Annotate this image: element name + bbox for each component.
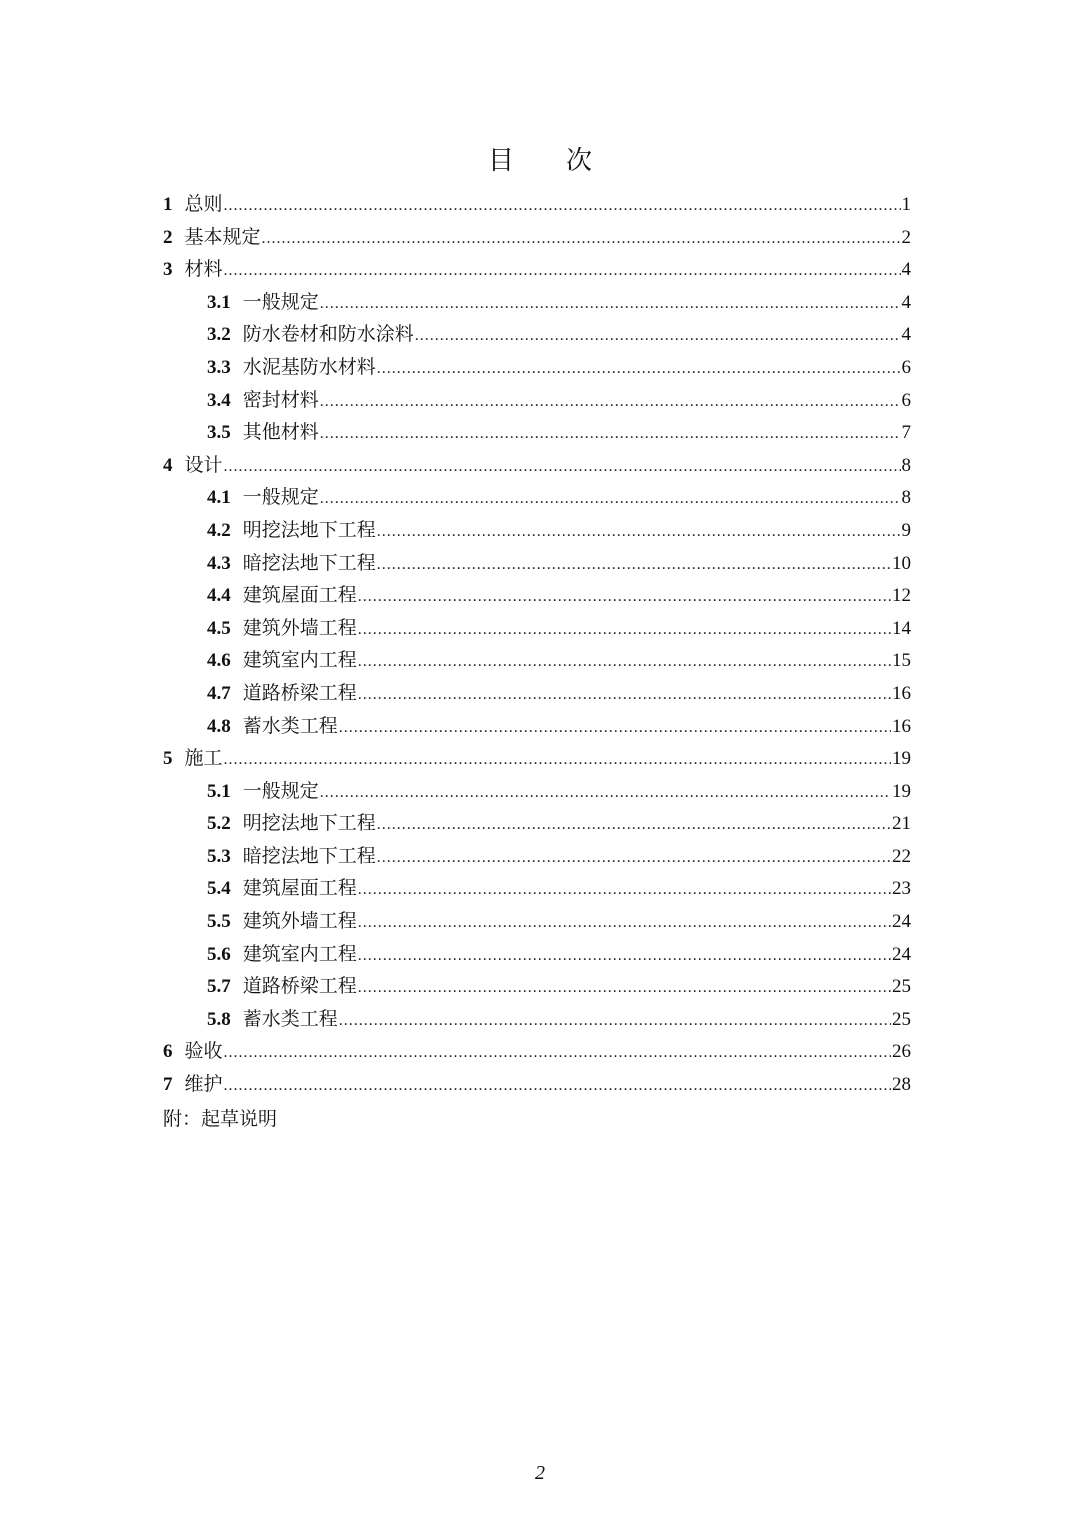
toc-entry — [163, 1068, 911, 1101]
toc-leader-dots — [320, 777, 891, 810]
toc-entry-number: 5.2 — [207, 813, 231, 835]
toc-entry-title: 暗挖法地下工程 — [242, 551, 376, 574]
toc-entry-title: 一般规定 — [242, 779, 319, 802]
toc-entry-number: 3.4 — [207, 389, 231, 411]
toc-entry-page: 6 — [901, 356, 911, 378]
toc-entry-number: 4.4 — [207, 585, 231, 607]
toc-entry-title: 道路桥梁工程 — [242, 975, 357, 998]
toc-leader-dots — [320, 483, 901, 516]
toc-entry-number: 2 — [163, 226, 173, 248]
toc-entry-number: 5.8 — [207, 1008, 231, 1030]
toc-leader-dots — [224, 451, 901, 484]
toc-entry-number: 3.3 — [207, 356, 231, 378]
toc-entry-number: 4.5 — [207, 617, 231, 639]
toc-entry-title: 密封材料 — [242, 388, 319, 411]
toc-entry-page: 2 — [901, 226, 911, 248]
toc-entry — [163, 1003, 911, 1036]
page-number: 2 — [535, 1462, 545, 1484]
toc-entry — [163, 644, 911, 677]
toc-leader-dots — [377, 549, 891, 582]
toc-entry-title: 总则 — [184, 193, 223, 215]
toc-entry-number: 3.1 — [207, 291, 231, 313]
toc-entry-number: 3.5 — [207, 422, 231, 444]
toc-entry — [163, 840, 911, 873]
toc-entry-number: 5.4 — [207, 878, 231, 900]
toc-entry-page: 8 — [901, 487, 911, 509]
toc-leader-dots — [224, 1037, 891, 1070]
toc-entry-title: 基本规定 — [184, 225, 261, 248]
toc-entry-number: 3.2 — [207, 324, 231, 346]
table-of-contents — [163, 188, 911, 1101]
toc-entry — [163, 742, 911, 775]
toc-entry-page: 19 — [892, 748, 911, 770]
toc-entry-number: 4.2 — [207, 519, 231, 541]
toc-leader-dots — [224, 190, 901, 223]
toc-entry-title: 蓄水类工程 — [242, 714, 338, 737]
toc-entry-number: 3 — [163, 259, 173, 281]
toc-leader-dots — [358, 581, 891, 614]
toc-entry-page: 12 — [892, 585, 911, 607]
toc-leader-dots — [320, 418, 901, 451]
toc-entry-title: 维护 — [184, 1073, 223, 1096]
toc-leader-dots — [377, 353, 901, 386]
toc-entry — [163, 318, 911, 351]
toc-entry-title: 明挖法地下工程 — [242, 518, 376, 541]
appendix-note: 附：起草说明 — [163, 1108, 278, 1130]
toc-leader-dots — [377, 516, 901, 549]
toc-entry-title: 一般规定 — [242, 486, 319, 509]
toc-leader-dots — [320, 288, 901, 321]
toc-entry-page: 28 — [892, 1074, 911, 1096]
toc-entry — [163, 612, 911, 645]
toc-leader-dots — [224, 255, 901, 288]
toc-leader-dots — [377, 809, 891, 842]
toc-entry-title: 施工 — [184, 747, 223, 770]
toc-leader-dots — [339, 1005, 891, 1038]
toc-entry-page: 19 — [892, 780, 911, 802]
toc-entry-page: 14 — [892, 617, 911, 639]
toc-entry-number: 4 — [163, 454, 173, 476]
toc-leader-dots — [358, 874, 891, 907]
toc-entry — [163, 514, 911, 547]
toc-entry — [163, 547, 911, 580]
toc-entry — [163, 1035, 911, 1068]
toc-entry-title: 设计 — [184, 453, 223, 476]
toc-entry — [163, 677, 911, 710]
toc-entry-number: 5.6 — [207, 943, 231, 965]
title-char-1: 目 — [487, 146, 514, 176]
toc-entry-title: 道路桥梁工程 — [242, 681, 357, 704]
toc-entry-page: 15 — [892, 650, 911, 672]
toc-leader-dots — [358, 646, 891, 679]
toc-entry-number: 1 — [163, 194, 173, 215]
toc-entry — [163, 710, 911, 743]
toc-entry-title: 建筑外墙工程 — [242, 616, 357, 639]
toc-entry-page: 24 — [892, 911, 911, 933]
title-char-2: 次 — [566, 146, 593, 176]
toc-entry-number: 5.7 — [207, 976, 231, 998]
toc-entry-page: 7 — [901, 422, 911, 444]
toc-entry — [163, 384, 911, 417]
toc-leader-dots — [377, 842, 891, 875]
toc-entry — [163, 416, 911, 449]
toc-entry-number: 5 — [163, 748, 173, 770]
toc-entry-title: 验收 — [184, 1040, 223, 1063]
toc-leader-dots — [358, 907, 891, 940]
toc-entry-page: 4 — [901, 324, 911, 346]
toc-entry-title: 材料 — [184, 258, 223, 281]
toc-entry-title: 建筑屋面工程 — [242, 584, 357, 607]
toc-entry-page: 22 — [892, 845, 911, 867]
toc-entry — [163, 905, 911, 938]
toc-leader-dots — [320, 386, 901, 419]
toc-entry-page: 1 — [901, 194, 911, 215]
toc-entry — [163, 807, 911, 840]
toc-entry-number: 4.3 — [207, 552, 231, 574]
toc-entry — [163, 253, 911, 286]
toc-entry-page: 16 — [892, 715, 911, 737]
toc-entry — [163, 221, 911, 254]
toc-entry — [163, 286, 911, 319]
toc-entry-page: 26 — [892, 1041, 911, 1063]
toc-entry-page: 25 — [892, 1008, 911, 1030]
toc-entry-number: 4.1 — [207, 487, 231, 509]
toc-entry — [163, 351, 911, 384]
toc-leader-dots — [358, 972, 891, 1005]
toc-entry-title: 明挖法地下工程 — [242, 812, 376, 835]
toc-entry-number: 4.6 — [207, 650, 231, 672]
toc-entry-page: 4 — [901, 291, 911, 313]
toc-entry-number: 5.3 — [207, 845, 231, 867]
toc-leader-dots — [262, 223, 901, 256]
toc-entry-number: 5.5 — [207, 911, 231, 933]
toc-leader-dots — [339, 712, 891, 745]
toc-entry-page: 10 — [892, 552, 911, 574]
toc-entry-number: 6 — [163, 1041, 173, 1063]
toc-entry-title: 一般规定 — [242, 290, 319, 313]
toc-entry-page: 9 — [901, 519, 911, 541]
toc-entry-title: 建筑外墙工程 — [242, 910, 357, 933]
toc-entry-title: 蓄水类工程 — [242, 1007, 338, 1030]
toc-entry — [163, 775, 911, 808]
toc-entry-page: 23 — [892, 878, 911, 900]
toc-entry-page: 8 — [901, 454, 911, 476]
toc-entry-page: 25 — [892, 976, 911, 998]
toc-entry-title: 建筑室内工程 — [242, 649, 357, 672]
toc-leader-dots — [358, 679, 891, 712]
toc-entry — [163, 872, 911, 905]
toc-entry — [163, 938, 911, 971]
toc-leader-dots — [415, 320, 901, 353]
toc-leader-dots — [358, 614, 891, 647]
toc-entry-page: 16 — [892, 682, 911, 704]
toc-entry-number: 4.7 — [207, 682, 231, 704]
toc-entry-title: 其他材料 — [242, 421, 319, 444]
toc-entry — [163, 188, 911, 221]
toc-entry-page: 6 — [901, 389, 911, 411]
page-title — [0, 140, 1080, 177]
toc-entry-page: 24 — [892, 943, 911, 965]
toc-leader-dots — [358, 940, 891, 973]
toc-entry — [163, 579, 911, 612]
toc-leader-dots — [224, 744, 891, 777]
toc-entry-number: 7 — [163, 1074, 173, 1096]
toc-entry — [163, 481, 911, 514]
toc-entry — [163, 449, 911, 482]
toc-entry-title: 建筑屋面工程 — [242, 877, 357, 900]
toc-entry-title: 建筑室内工程 — [242, 942, 357, 965]
toc-entry-number: 5.1 — [207, 780, 231, 802]
toc-entry-number: 4.8 — [207, 715, 231, 737]
toc-entry-title: 暗挖法地下工程 — [242, 844, 376, 867]
toc-entry — [163, 970, 911, 1003]
toc-leader-dots — [224, 1070, 891, 1103]
toc-entry-page: 4 — [901, 259, 911, 281]
toc-entry-title: 防水卷材和防水涂料 — [242, 323, 414, 346]
toc-entry-title: 水泥基防水材料 — [242, 355, 376, 378]
toc-entry-page: 21 — [892, 813, 911, 835]
